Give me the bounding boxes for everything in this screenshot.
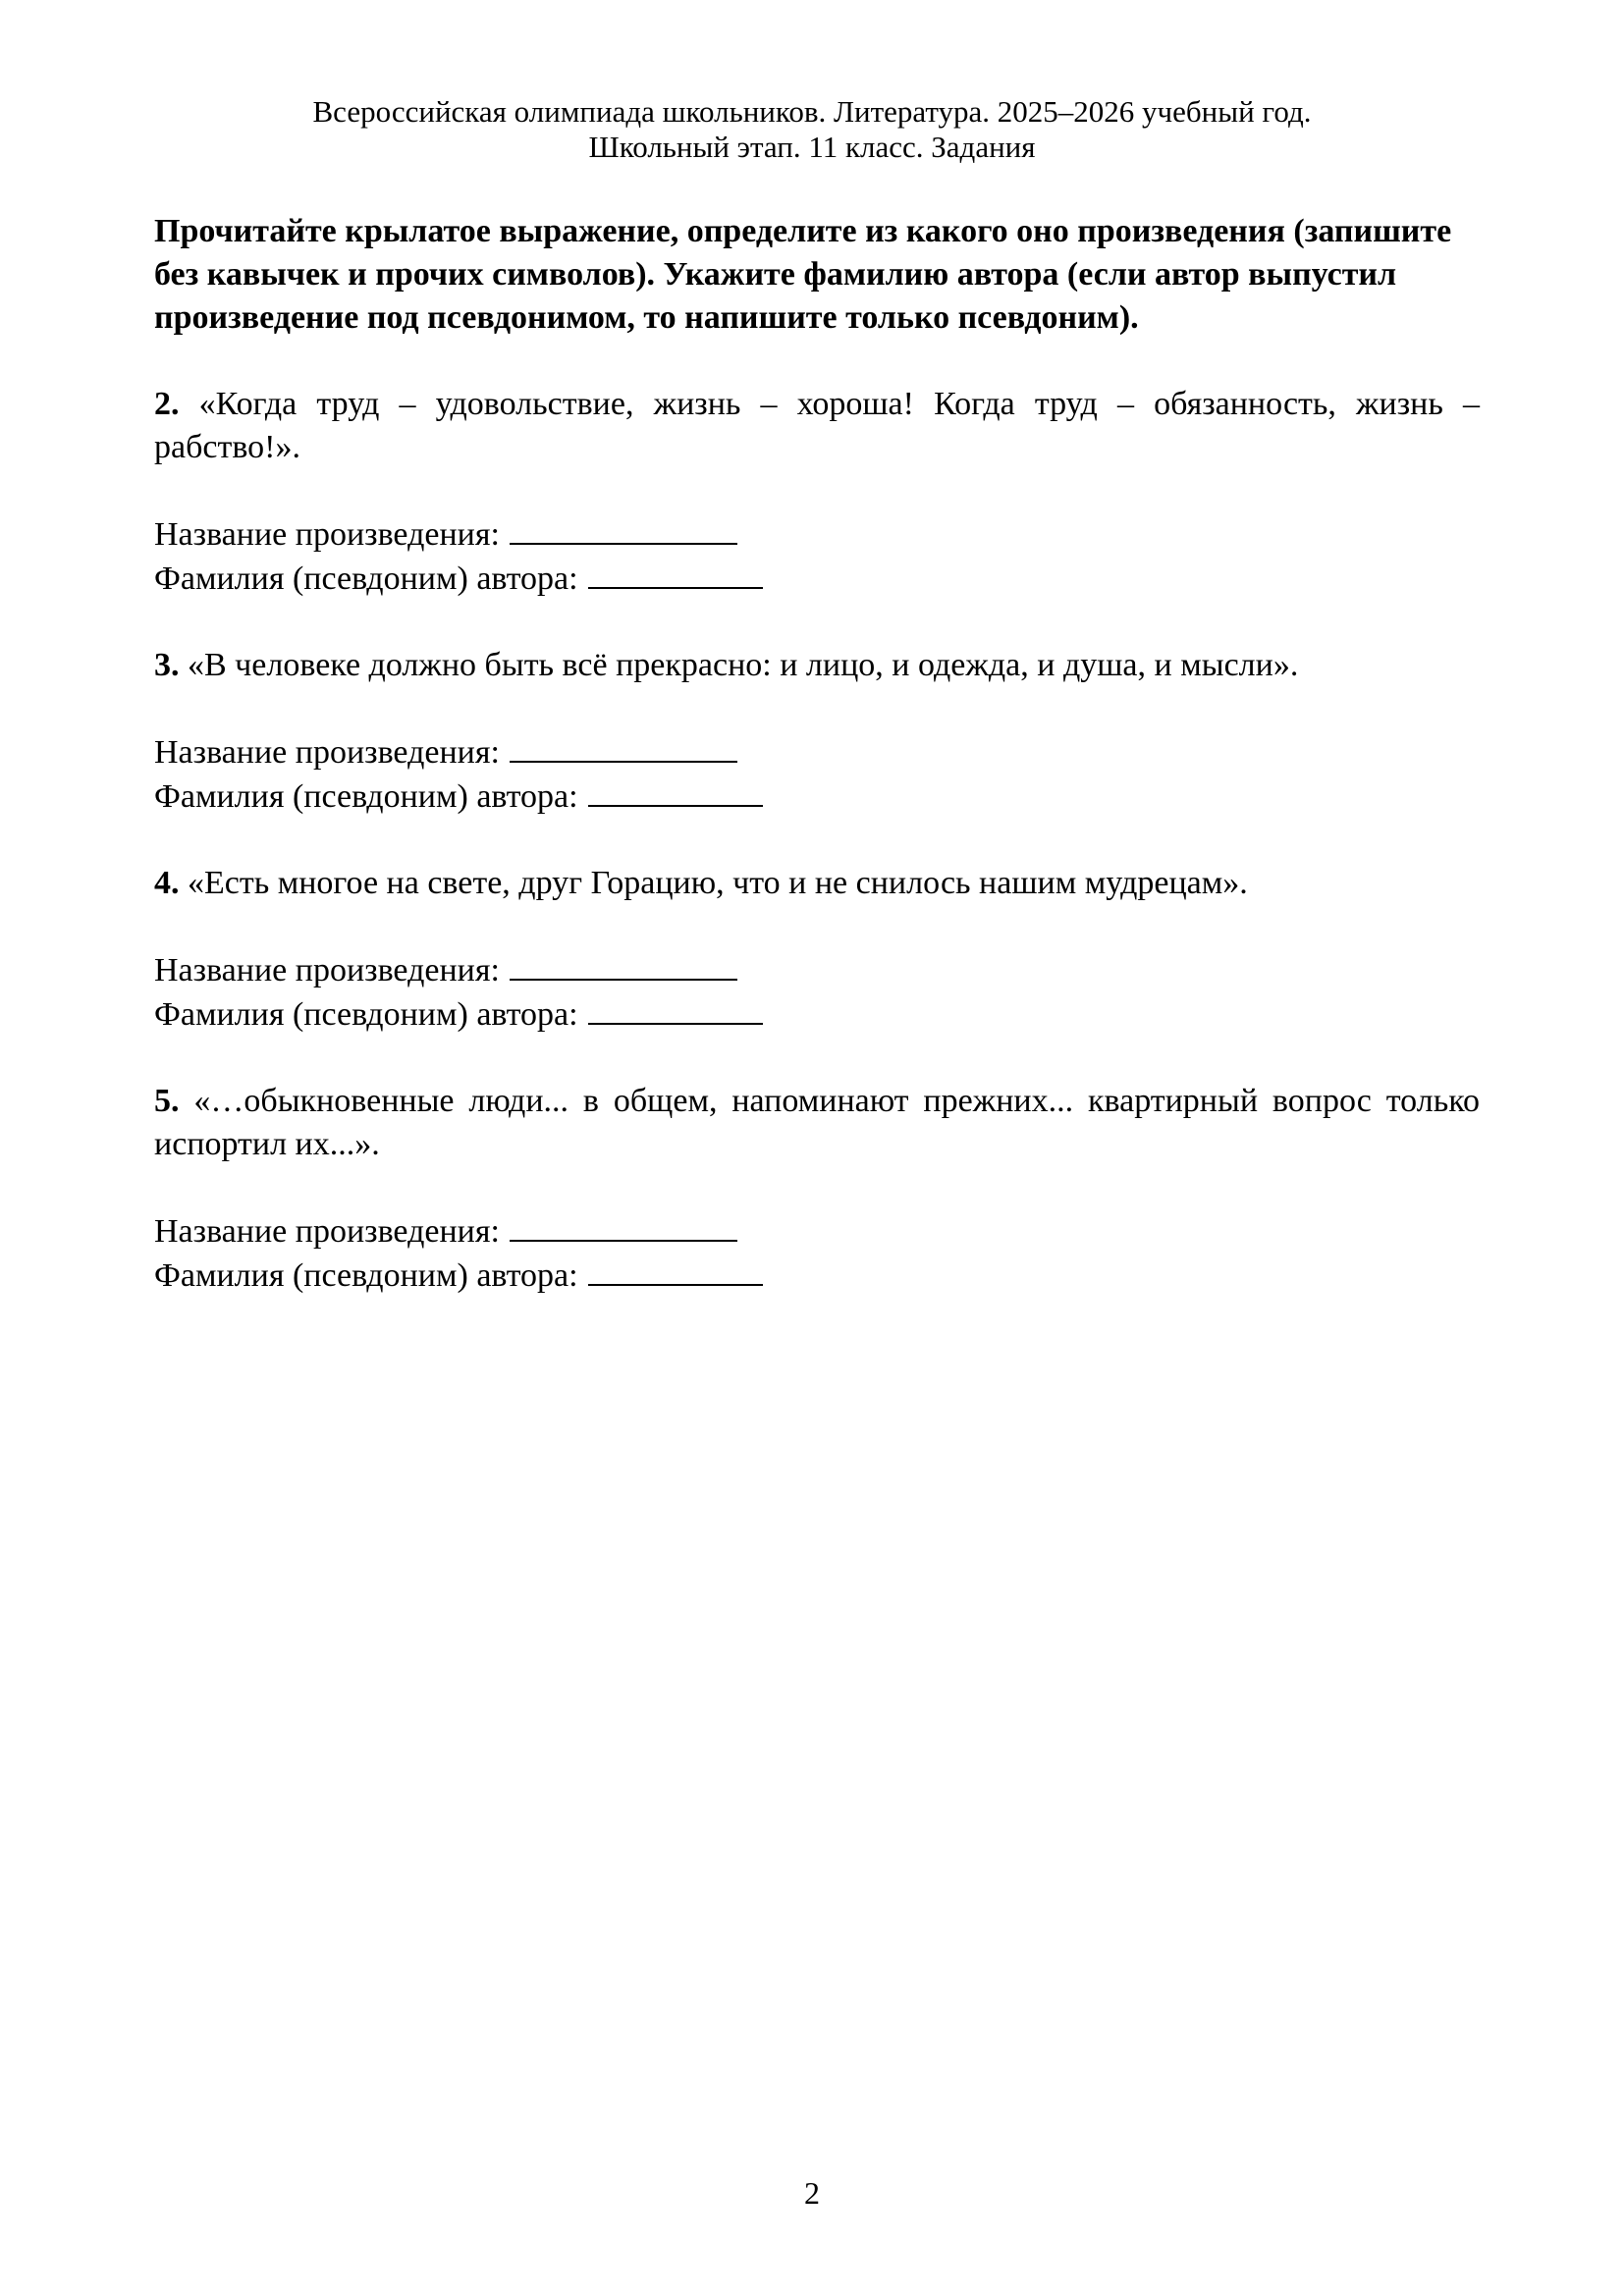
answer-block — [154, 1209, 1480, 1298]
author-answer-row — [154, 992, 1480, 1037]
question-text — [154, 862, 1480, 905]
title-label: Название произведения: — [154, 516, 500, 553]
answer-block — [154, 512, 1480, 601]
page-number: 2 — [804, 2175, 820, 2211]
title-answer-field[interactable] — [510, 1210, 737, 1242]
author-answer-field[interactable] — [588, 1255, 763, 1286]
author-label: Фамилия (псевдоним) автора: — [154, 1257, 578, 1294]
title-label: Название произведения: — [154, 952, 500, 988]
page-content — [154, 210, 1480, 1298]
question-block — [154, 1080, 1480, 1298]
question-quote: «В человеке должно быть всё прекрасно: и лицо, и одежда, и душа, и мысли». — [188, 647, 1299, 683]
question-block — [154, 644, 1480, 819]
author-label: Фамилия (псевдоним) автора: — [154, 996, 578, 1033]
title-label: Название произведения: — [154, 734, 500, 771]
title-answer-field[interactable] — [510, 949, 737, 981]
title-answer-field[interactable] — [510, 731, 737, 763]
question-number: 3. — [154, 647, 180, 683]
question-number: 2. — [154, 386, 180, 422]
task-instructions: Прочитайте крылатое выражение, определите из какого оно произведения (запишите без кавычек и прочих символов). Укажите фамилию автора (если автор выпустил произведение под псевдонимом, то напишите только псевдоним). — [154, 213, 1452, 336]
question-number: 4. — [154, 865, 180, 901]
title-answer-field[interactable] — [510, 513, 737, 545]
author-answer-field[interactable] — [588, 993, 763, 1025]
question-text — [154, 383, 1480, 469]
title-answer-row — [154, 1209, 1480, 1254]
title-answer-row — [154, 730, 1480, 774]
question-number: 5. — [154, 1083, 180, 1119]
author-answer-row — [154, 774, 1480, 819]
author-label: Фамилия (псевдоним) автора: — [154, 561, 578, 597]
author-answer-row — [154, 1254, 1480, 1298]
page-header — [0, 94, 1624, 165]
author-answer-field[interactable] — [588, 558, 763, 589]
question-quote: «Есть многое на свете, друг Горацию, что и не снилось нашим мудрецам». — [188, 865, 1248, 901]
header-line-1: Всероссийская олимпиада школьников. Литература. 2025–2026 учебный год. — [312, 94, 1312, 129]
answer-block — [154, 948, 1480, 1037]
question-block — [154, 862, 1480, 1037]
question-text — [154, 644, 1480, 687]
question-quote: «Когда труд – удовольствие, жизнь – хороша! Когда труд – обязанность, жизнь – рабство!». — [154, 386, 1481, 465]
answer-block — [154, 730, 1480, 819]
author-label: Фамилия (псевдоним) автора: — [154, 778, 578, 815]
question-block — [154, 383, 1480, 601]
title-answer-row — [154, 512, 1480, 557]
question-quote: «…обыкновенные люди... в общем, напоминают прежних... квартирный вопрос только испортил их...». — [154, 1083, 1480, 1162]
header-line-2: Школьный этап. 11 класс. Задания — [588, 130, 1036, 164]
title-answer-row — [154, 948, 1480, 992]
author-answer-field[interactable] — [588, 775, 763, 807]
title-label: Название произведения: — [154, 1213, 500, 1250]
author-answer-row — [154, 557, 1480, 601]
question-text — [154, 1080, 1480, 1166]
